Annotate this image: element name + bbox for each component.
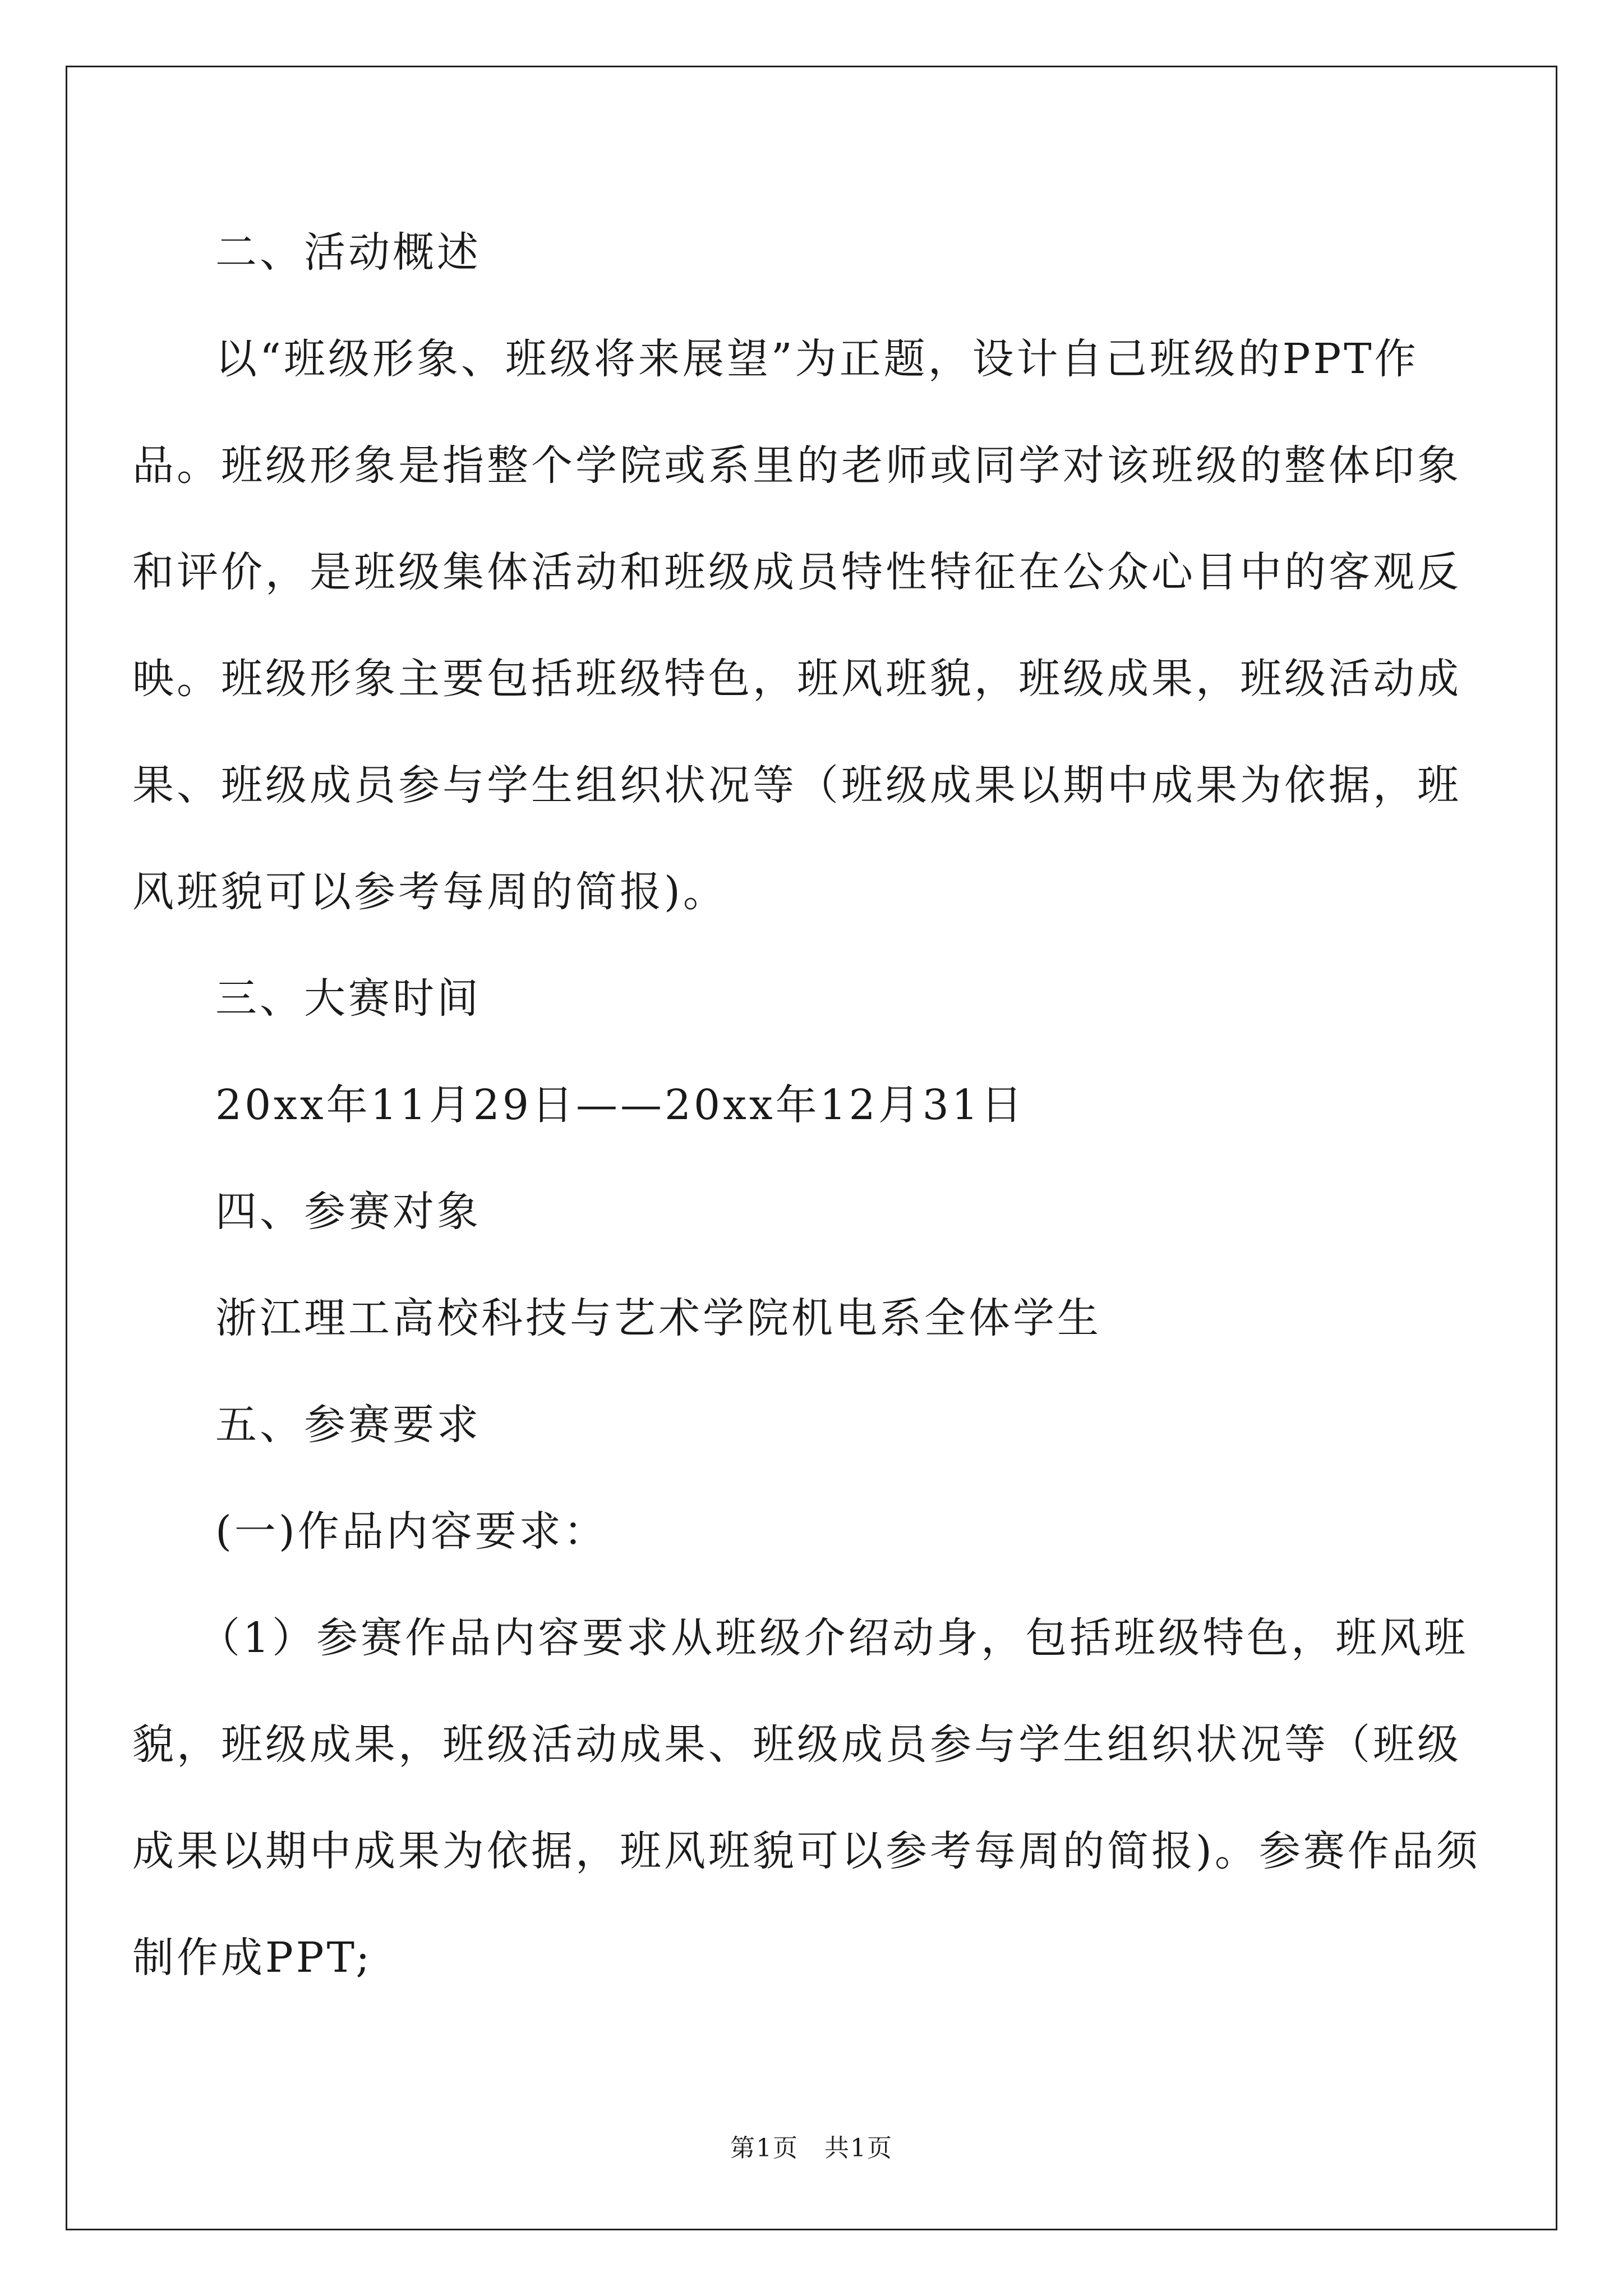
- paragraph-line: 貌，班级成果，班级活动成果、班级成员参与学生组织状况等（班级: [132, 1720, 1461, 1769]
- contest-date-range: 20xx年11月29日——20xx年12月31日: [215, 1081, 1025, 1129]
- section-heading-requirements: 五、参赛要求: [215, 1401, 481, 1449]
- participants-text: 浙江理工高校科技与艺术学院机电系全体学生: [215, 1294, 1101, 1342]
- page-border: [66, 66, 1557, 2230]
- paragraph-line: 映。班级形象主要包括班级特色，班风班貌，班级成果，班级活动成: [132, 655, 1461, 703]
- section-heading-activity-overview: 二、活动概述: [215, 228, 481, 277]
- paragraph-line: 以“班级形象、班级将来展望”为正题，设计自己班级的PPT作: [215, 335, 1419, 383]
- paragraph-line: 制作成PPT;: [132, 1934, 373, 1982]
- subheading-content-requirements: (一)作品内容要求：: [215, 1507, 608, 1556]
- section-heading-participants: 四、参赛对象: [215, 1188, 481, 1236]
- paragraph-line: 风班貌可以参考每周的简报)。: [132, 868, 727, 916]
- paragraph-line: 品。班级形象是指整个学院或系里的老师或同学对该班级的整体印象: [132, 441, 1461, 490]
- section-heading-contest-time: 三、大赛时间: [215, 974, 481, 1023]
- page-footer: 第1页 共1页: [730, 2134, 893, 2162]
- paragraph-line: 果、班级成员参与学生组织状况等（班级成果以期中成果为依据，班: [132, 761, 1461, 809]
- paragraph-line: （1）参赛作品内容要求从班级介绍动身，包括班级特色，班风班: [199, 1614, 1469, 1662]
- paragraph-line: 和评价，是班级集体活动和班级成员特性特征在公众心目中的客观反: [132, 548, 1461, 596]
- paragraph-line: 成果以期中成果为依据，班风班貌可以参考每周的简报)。参赛作品须: [132, 1827, 1481, 1875]
